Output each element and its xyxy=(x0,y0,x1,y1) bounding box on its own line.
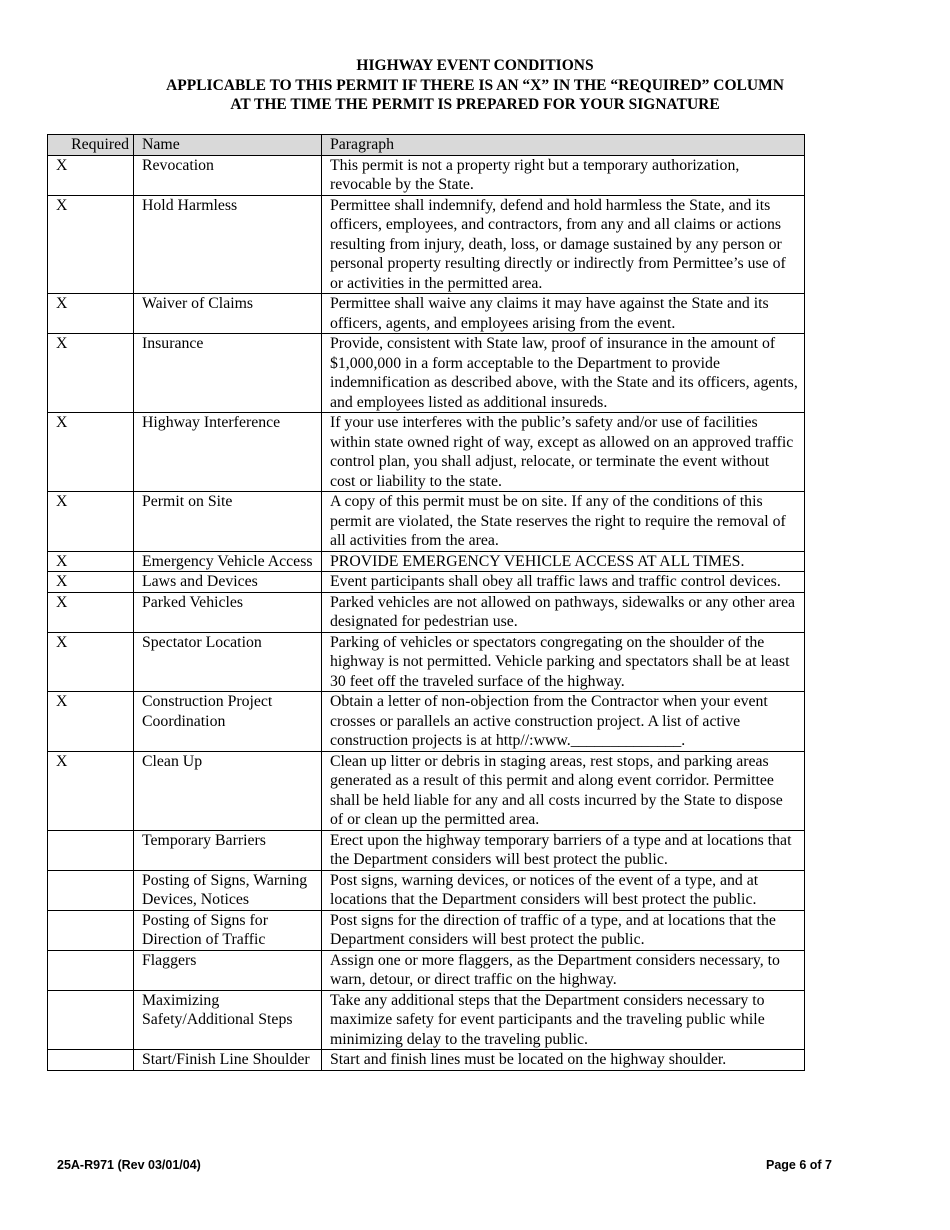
required-cell xyxy=(48,870,134,910)
table-row xyxy=(48,990,805,1050)
table-header-row xyxy=(48,135,805,156)
table-row xyxy=(48,334,805,413)
column-header-paragraph: Paragraph xyxy=(322,135,805,156)
required-cell xyxy=(48,830,134,870)
paragraph-cell: Event participants shall obey all traffic laws and traffic control devices. xyxy=(322,572,805,593)
table-row xyxy=(48,632,805,692)
required-cell: X xyxy=(48,692,134,752)
form-id: 25A-R971 (Rev 03/01/04) xyxy=(57,1158,201,1172)
required-cell xyxy=(48,950,134,990)
required-cell: X xyxy=(48,492,134,552)
required-cell: X xyxy=(48,551,134,572)
name-cell: Revocation xyxy=(134,155,322,195)
paragraph-cell: Erect upon the highway temporary barriers of a type and at locations that the Department considers will best protect the public. xyxy=(322,830,805,870)
required-cell: X xyxy=(48,413,134,492)
header-subtitle-line-1: APPLICABLE TO THIS PERMIT IF THERE IS AN “X” IN THE “REQUIRED” COLUMN xyxy=(166,76,784,94)
required-cell: X xyxy=(48,632,134,692)
required-cell: X xyxy=(48,155,134,195)
required-cell xyxy=(48,910,134,950)
required-cell: X xyxy=(48,751,134,830)
paragraph-cell: Post signs, warning devices, or notices of the event of a type, and at locations that the Department considers will best protect the public. xyxy=(322,870,805,910)
column-header-name: Name xyxy=(134,135,322,156)
name-cell: Clean Up xyxy=(134,751,322,830)
name-cell: Emergency Vehicle Access xyxy=(134,551,322,572)
name-cell: Laws and Devices xyxy=(134,572,322,593)
paragraph-cell: Obtain a letter of non-objection from the Contractor when your event crosses or parallels an active construction project. A list of active construction projects is at http//:www.______________. xyxy=(322,692,805,752)
paragraph-cell: Take any additional steps that the Department considers necessary to maximize safety for event participants and the traveling public while minimizing delay to the traveling public. xyxy=(322,990,805,1050)
paragraph-cell: If your use interferes with the public’s safety and/or use of facilities within state owned right of way, except as allowed on an approved traffic control plan, you shall adjust, relocate, or terminate the event without cost or liability to the state. xyxy=(322,413,805,492)
paragraph-cell: Post signs for the direction of traffic of a type, and at locations that the Department considers will best protect the public. xyxy=(322,910,805,950)
name-cell: Construction Project Coordination xyxy=(134,692,322,752)
table-row xyxy=(48,572,805,593)
paragraph-cell: Start and finish lines must be located on the highway shoulder. xyxy=(322,1050,805,1071)
name-cell: Insurance xyxy=(134,334,322,413)
required-cell xyxy=(48,990,134,1050)
table-row xyxy=(48,830,805,870)
document-header xyxy=(0,56,950,115)
name-cell: Hold Harmless xyxy=(134,195,322,294)
paragraph-cell: Provide, consistent with State law, proof of insurance in the amount of $1,000,000 in a form acceptable to the Department to provide indemnification as described above, with the State and its officers, agents, and employees listed as additional insureds. xyxy=(322,334,805,413)
table-row xyxy=(48,195,805,294)
name-cell: Spectator Location xyxy=(134,632,322,692)
name-cell: Start/Finish Line Shoulder xyxy=(134,1050,322,1071)
page-number: Page 6 of 7 xyxy=(766,1158,832,1172)
paragraph-cell: Permittee shall indemnify, defend and hold harmless the State, and its officers, employees, and contractors, from any and all claims or actions resulting from injury, death, loss, or damage sustained by any person or personal property resulting directly or indirectly from Permittee’s use of or activities in the permitted area. xyxy=(322,195,805,294)
required-cell xyxy=(48,1050,134,1071)
name-cell: Maximizing Safety/Additional Steps xyxy=(134,990,322,1050)
table-row xyxy=(48,413,805,492)
required-cell: X xyxy=(48,334,134,413)
paragraph-cell: Clean up litter or debris in staging areas, rest stops, and parking areas generated as a result of this permit and along event corridor. Permittee shall be held liable for any and all costs incurred by the State to dispose of or clean up the permitted area. xyxy=(322,751,805,830)
name-cell: Waiver of Claims xyxy=(134,294,322,334)
column-header-required: Required xyxy=(48,135,134,156)
table-row xyxy=(48,592,805,632)
paragraph-cell: Assign one or more flaggers, as the Department considers necessary, to warn, detour, or direct traffic on the highway. xyxy=(322,950,805,990)
header-subtitle-line-2: AT THE TIME THE PERMIT IS PREPARED FOR YOUR SIGNATURE xyxy=(230,96,720,113)
name-cell: Parked Vehicles xyxy=(134,592,322,632)
table-row xyxy=(48,692,805,752)
paragraph-cell: PROVIDE EMERGENCY VEHICLE ACCESS AT ALL TIMES. xyxy=(322,551,805,572)
table-row xyxy=(48,751,805,830)
table-row xyxy=(48,1050,805,1071)
paragraph-cell: A copy of this permit must be on site. If any of the conditions of this permit are violated, the State reserves the right to require the removal of all activities from the area. xyxy=(322,492,805,552)
name-cell: Permit on Site xyxy=(134,492,322,552)
table-row xyxy=(48,910,805,950)
name-cell: Flaggers xyxy=(134,950,322,990)
table-row xyxy=(48,551,805,572)
required-cell: X xyxy=(48,592,134,632)
name-cell: Posting of Signs, Warning Devices, Notices xyxy=(134,870,322,910)
required-cell: X xyxy=(48,294,134,334)
name-cell: Temporary Barriers xyxy=(134,830,322,870)
name-cell: Highway Interference xyxy=(134,413,322,492)
name-cell: Posting of Signs for Direction of Traffic xyxy=(134,910,322,950)
table-row xyxy=(48,492,805,552)
required-cell: X xyxy=(48,572,134,593)
table-row xyxy=(48,870,805,910)
paragraph-cell: Permittee shall waive any claims it may have against the State and its officers, agents, and employees arising from the event. xyxy=(322,294,805,334)
table-row xyxy=(48,950,805,990)
table-row xyxy=(48,155,805,195)
header-title: HIGHWAY EVENT CONDITIONS xyxy=(356,57,594,74)
conditions-table xyxy=(47,134,805,1071)
paragraph-cell: Parked vehicles are not allowed on pathways, sidewalks or any other area designated for pedestrian use. xyxy=(322,592,805,632)
table-row xyxy=(48,294,805,334)
required-cell: X xyxy=(48,195,134,294)
paragraph-cell: Parking of vehicles or spectators congregating on the shoulder of the highway is not permitted. Vehicle parking and spectators shall be at least 30 feet off the traveled surface of the highway. xyxy=(322,632,805,692)
paragraph-cell: This permit is not a property right but a temporary authorization, revocable by the State. xyxy=(322,155,805,195)
